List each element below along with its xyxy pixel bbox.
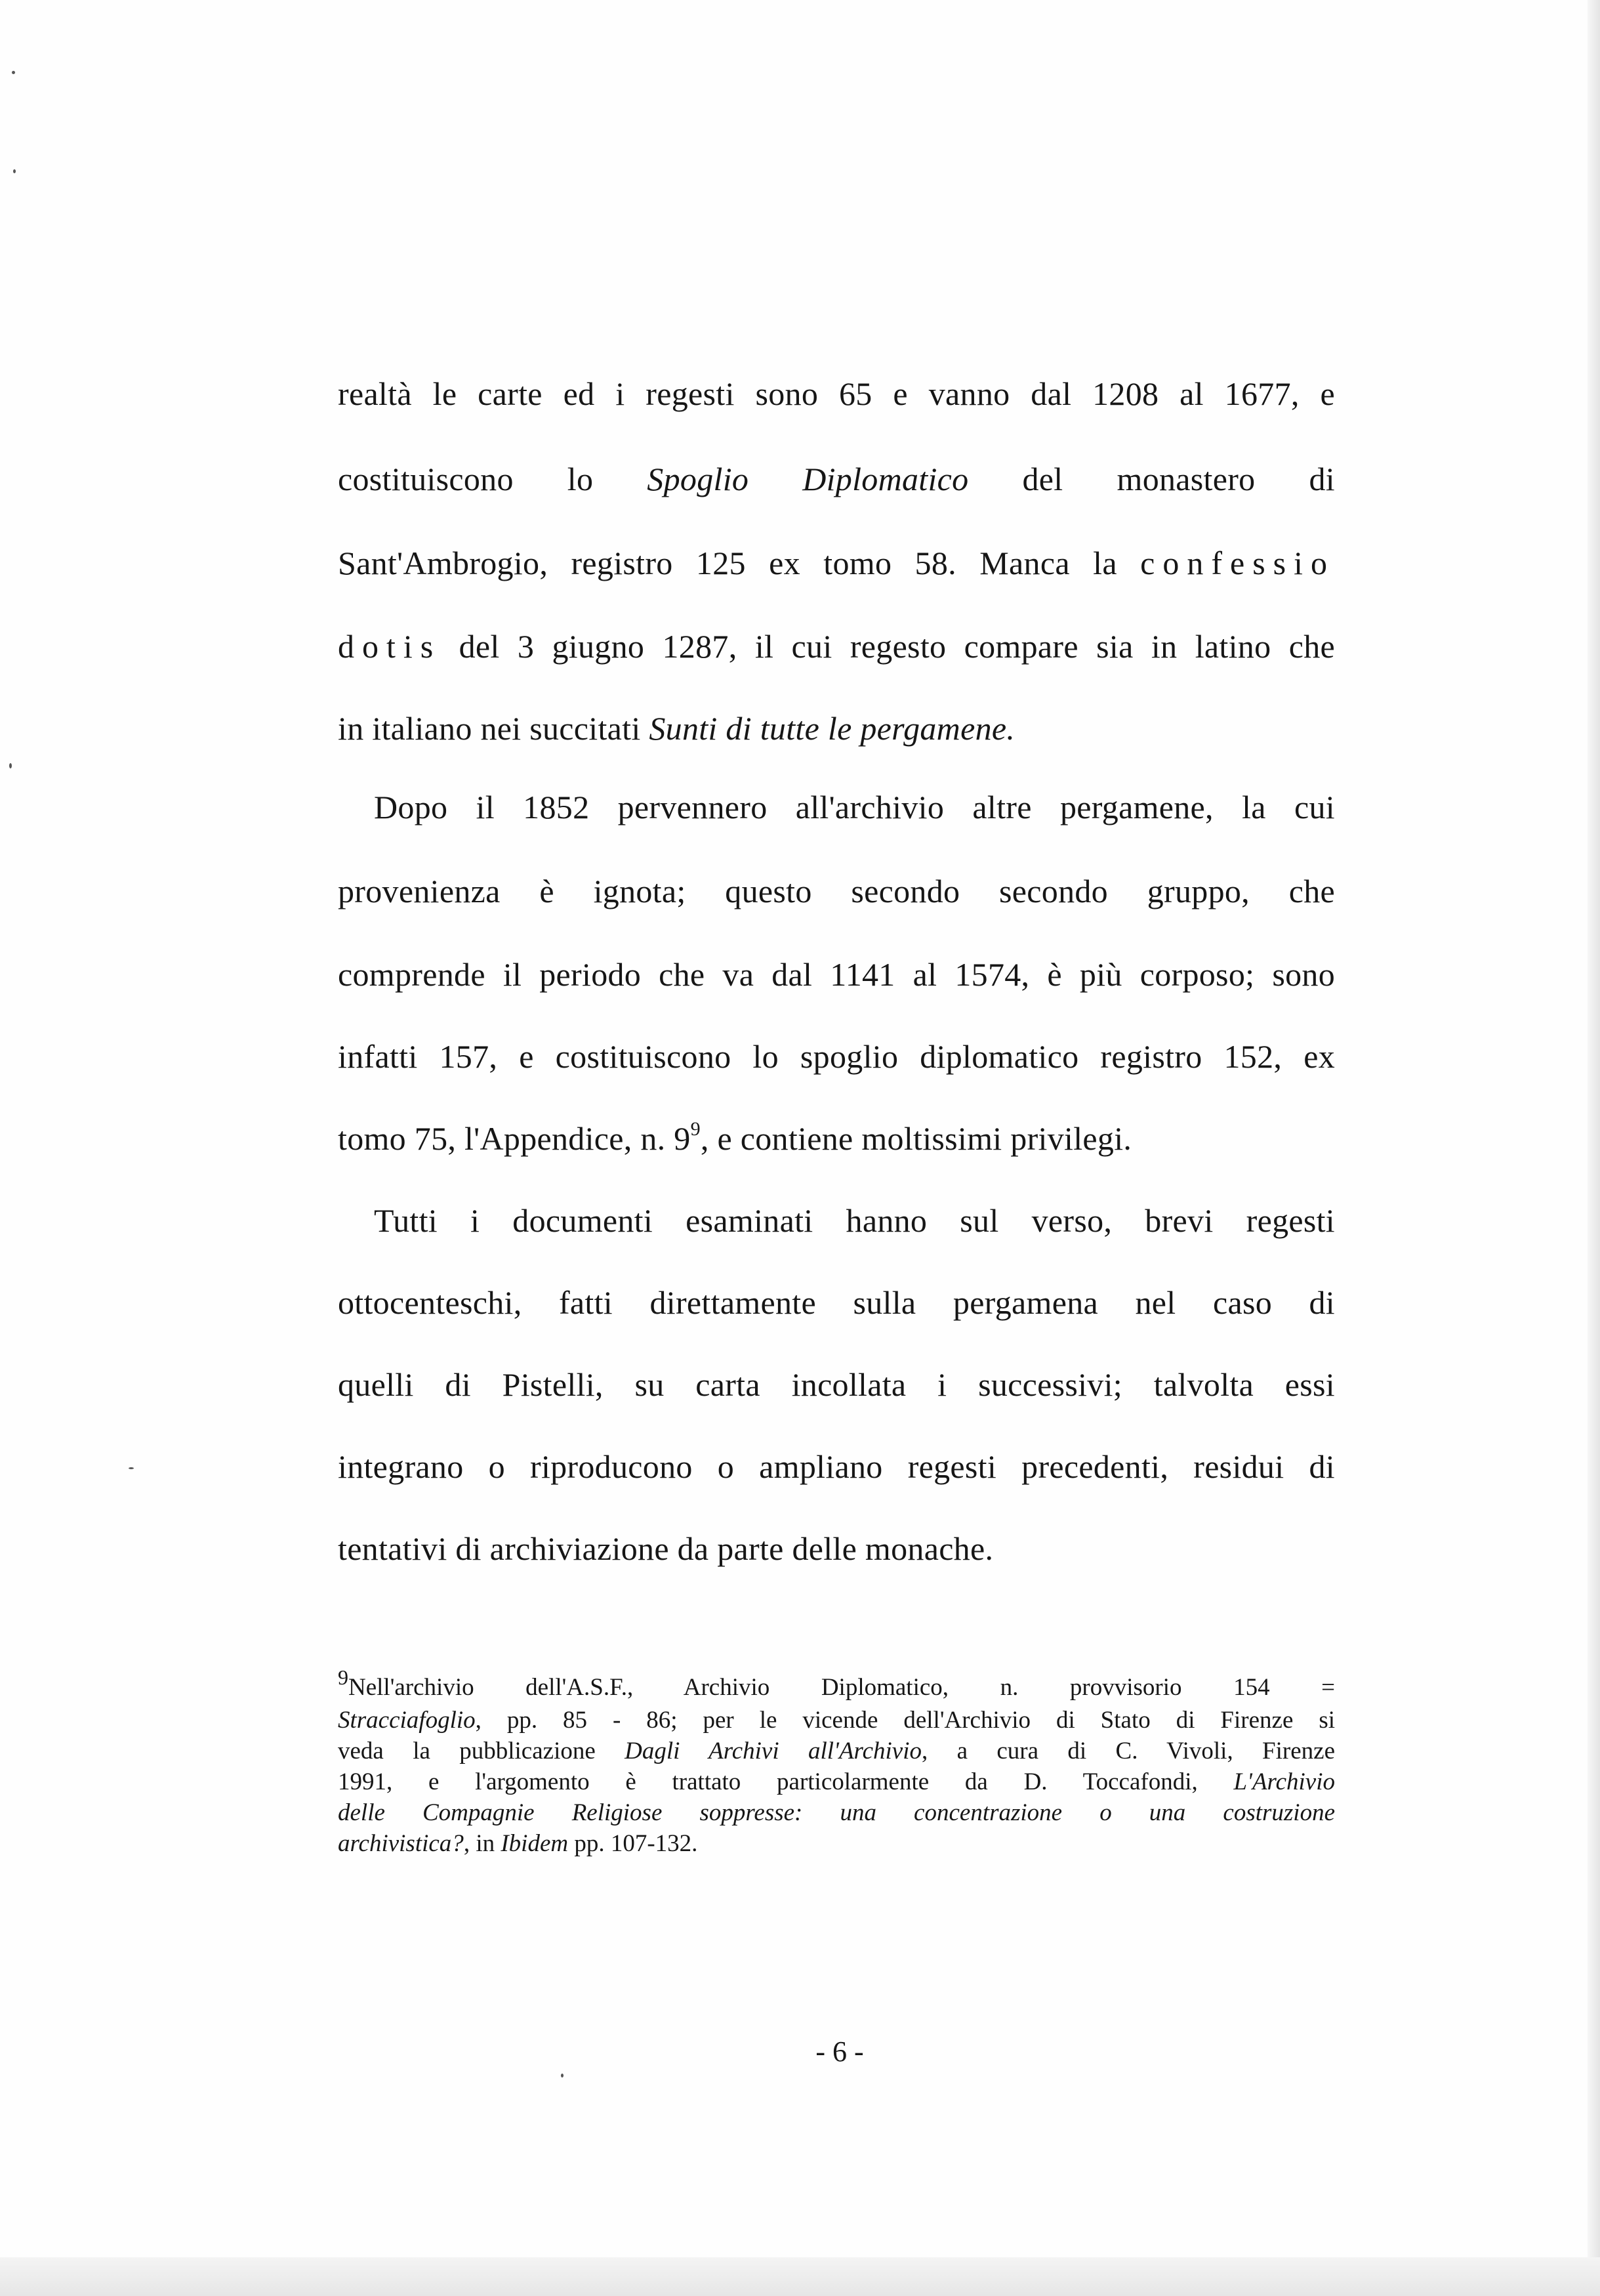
page-edge-bottom (0, 2257, 1600, 2296)
footnote-text: Nell'archivio dell'A.S.F., Archivio Diplomatico, n. provvisorio 154 = (348, 1674, 1335, 1701)
footnote-text: , a cura di C. Vivoli, Firenze (922, 1738, 1336, 1764)
footnote-line (338, 1768, 1335, 1797)
body-text: Sant'Ambrogio, registro 125 ex tomo 58. Manca la (338, 545, 1117, 581)
scan-speck (129, 1467, 134, 1469)
body-text: costituiscono lo (338, 461, 594, 497)
scan-speck (561, 2074, 564, 2077)
footnote-text: , pp. 85 - 86; per le vicende dell'Archivio di Stato di Firenze si (475, 1707, 1335, 1734)
footnote-text-italic: Ibidem (501, 1830, 569, 1857)
body-text-italic: Sunti di tutte le pergamene. (649, 710, 1015, 747)
body-line: integrano o riproducono o ampliano regesti precedenti, residui di (338, 1448, 1335, 1485)
footnote-text-italic: delle Compagnie Religiose soppresse: una concentrazione o una costruzione (338, 1799, 1335, 1826)
footnote-text-italic: Dagli Archivi all'Archivio (625, 1738, 922, 1764)
footnote-line (338, 1799, 1335, 1827)
body-line (338, 543, 1335, 583)
scan-speck (12, 71, 15, 74)
body-text: del 3 giugno 1287, il cui regesto compare sia in latino che (459, 628, 1335, 665)
body-text-spaced: dotis (338, 628, 441, 665)
scan-speck (9, 763, 12, 768)
body-text: in italiano nei succitati (338, 710, 641, 747)
page-edge-right (1588, 0, 1600, 2296)
page-number: - 6 - (815, 2035, 864, 2068)
body-line: realtà le carte ed i regesti sono 65 e vanno dal 1208 al 1677, e (338, 375, 1335, 412)
body-line (338, 627, 1335, 666)
footnote-text-italic: Stracciafoglio (338, 1707, 476, 1734)
footnote-text-italic: L'Archivio (1233, 1768, 1335, 1795)
footnote-line (338, 1706, 1335, 1735)
body-line: comprende il periodo che va dal 1141 al 1574, è più corposo; sono (338, 956, 1335, 993)
body-line (338, 1119, 1335, 1158)
body-line: tentativi di archiviazione da parte delle monache. (338, 1530, 994, 1567)
body-line: infatti 157, e costituiscono lo spoglio diplomatico registro 152, ex (338, 1038, 1335, 1075)
body-line (338, 709, 1335, 748)
body-text: , e contiene moltissimi privilegi. (700, 1120, 1132, 1157)
body-text: tomo 75, l'Appendice, n. 9 (338, 1120, 691, 1157)
footnote-line (338, 1829, 1335, 1858)
body-line: ottocenteschi, fatti direttamente sulla pergamena nel caso di (338, 1284, 1335, 1321)
footnote-reference: 9 (690, 1118, 701, 1140)
body-line: Tutti i documenti esaminati hanno sul verso, brevi regesti (374, 1202, 1335, 1239)
footnote-text: 1991, e l'argomento è trattato particolarmente da D. Toccafondi, (338, 1768, 1198, 1795)
footnote-text-italic: archivistica? (338, 1830, 464, 1857)
footnote-text: , in (463, 1830, 495, 1857)
body-text-spaced: confessio (1140, 545, 1335, 581)
body-line (338, 459, 1335, 499)
body-line: provenienza è ignota; questo secondo secondo gruppo, che (338, 873, 1335, 909)
body-line: quelli di Pistelli, su carta incollata i successivi; talvolta essi (338, 1366, 1335, 1403)
body-line: Dopo il 1852 pervennero all'archivio altre pergamene, la cui (374, 789, 1335, 825)
footnote-text: pp. 107-132. (574, 1830, 698, 1857)
body-text: del monastero di (1022, 461, 1335, 497)
footnote-line (338, 1665, 1335, 1702)
footnote-line (338, 1737, 1335, 1766)
body-text-italic: Spoglio Diplomatico (647, 461, 969, 497)
footnote-text: veda la pubblicazione (338, 1738, 596, 1764)
footnote-marker: 9 (338, 1665, 348, 1689)
scan-speck (13, 169, 16, 173)
